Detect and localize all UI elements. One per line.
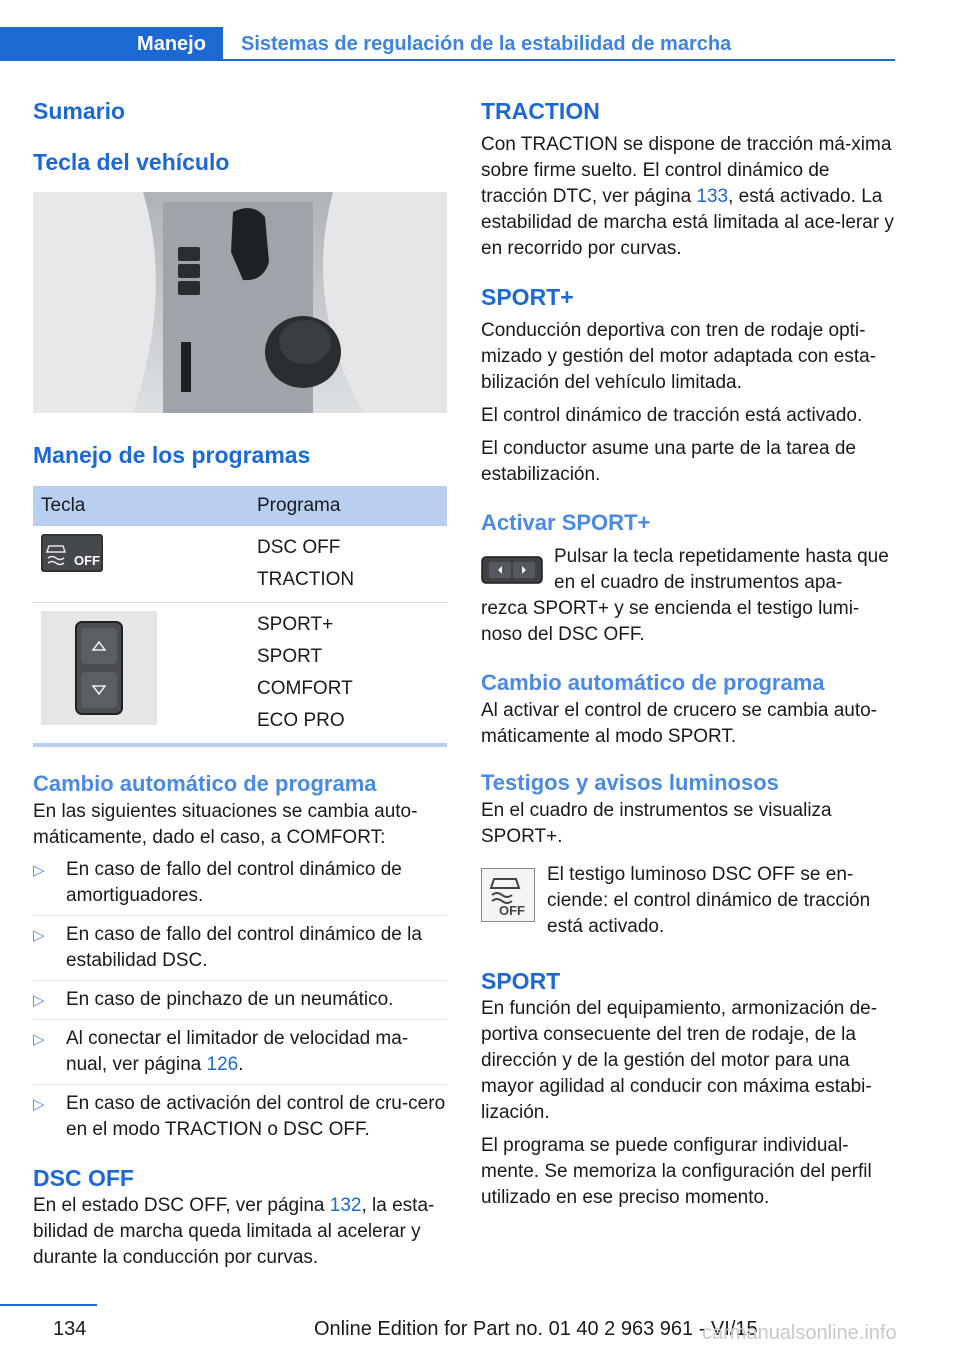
cambio-automatico-text: En las siguientes situaciones se cambia auto‐máticamente, dado el caso, a COMFORT: bbox=[33, 801, 418, 848]
table-header-programa: Programa bbox=[249, 486, 447, 526]
triangle-bullet-icon: ▷ bbox=[33, 1031, 45, 1048]
triangle-bullet-icon: ▷ bbox=[33, 862, 45, 879]
cambio-automatico-text-right: Al activar el control de crucero se cambia auto‐máticamente al modo SPORT. bbox=[481, 700, 878, 747]
list-item-text: En caso de activación del control de cru‐cero en el modo TRACTION o DSC OFF. bbox=[66, 1093, 446, 1140]
program-eco-pro: ECO PRO bbox=[257, 710, 345, 731]
list-item bbox=[33, 922, 447, 981]
dsc-off-heading: DSC OFF bbox=[33, 1165, 134, 1191]
page-link-126[interactable]: 126 bbox=[206, 1054, 239, 1075]
page-number: 134 bbox=[53, 1318, 87, 1340]
dsc-off-key-label: OFF bbox=[74, 553, 100, 568]
activar-text-rest: rezca SPORT+ y se encienda el testigo lumi‐noso del DSC OFF. bbox=[481, 598, 860, 645]
conditions-list bbox=[33, 857, 447, 1149]
table-row bbox=[33, 526, 447, 603]
dsc-off-button-image bbox=[41, 534, 103, 572]
table-cell-key bbox=[33, 603, 249, 744]
sport-text-1: En función del equipamiento, armonización de‐portiva consecuente del tren de rodaje, de la dirección y de la gestión del motor para una mayor agilidad al conducir con máxima estabi‐lización. bbox=[481, 998, 878, 1123]
program-dsc-off: DSC OFF bbox=[257, 537, 341, 558]
sport-heading: SPORT bbox=[481, 968, 561, 994]
right-column bbox=[481, 96, 895, 1211]
table-cell-programs bbox=[249, 526, 447, 603]
list-item-text: En caso de fallo del control dinámico de la estabilidad DSC. bbox=[66, 924, 422, 971]
testigos-text: En el cuadro de instrumentos se visualiza SPORT+. bbox=[481, 800, 832, 847]
rocker-switch-image bbox=[41, 611, 157, 725]
left-column bbox=[33, 96, 447, 1271]
traction-text-start: Con TRACTION se dispone de tracción má‐xima sobre firme suelto. El control dinámico de tracción DTC, ver página bbox=[481, 134, 892, 207]
dsc-off-text bbox=[33, 1193, 447, 1271]
list-item bbox=[33, 987, 447, 1020]
list-item bbox=[33, 857, 447, 916]
table-cell-programs bbox=[249, 603, 447, 744]
sport-plus-text-2: El control dinámico de tracción está activado. bbox=[481, 405, 863, 426]
table-header-row bbox=[33, 486, 447, 526]
activar-block bbox=[481, 544, 895, 648]
tecla-heading: Tecla del vehículo bbox=[33, 149, 230, 175]
table-row bbox=[33, 603, 447, 744]
traction-text bbox=[481, 132, 895, 262]
rocker-key-inline-image bbox=[481, 556, 543, 584]
header-chapter-title: Sistemas de regulación de la estabilidad de marcha bbox=[241, 33, 732, 55]
edition-note: Online Edition for Part no. 01 40 2 963 961 - VI/15 bbox=[314, 1318, 758, 1340]
header-section-tab: Manejo bbox=[120, 27, 223, 61]
testigos-heading: Testigos y avisos luminosos bbox=[481, 770, 779, 795]
activar-sport-plus-heading: Activar SPORT+ bbox=[481, 510, 651, 535]
header-rule bbox=[223, 59, 895, 61]
center-console-photo bbox=[33, 192, 447, 413]
sport-plus-heading: SPORT+ bbox=[481, 284, 574, 310]
triangle-bullet-icon: ▷ bbox=[33, 992, 45, 1009]
rocker-key-inline-icon bbox=[481, 556, 543, 584]
traction-text-end: , está activado. La estabilidad de marcha está limitada al ace‐lerar y en recorrido por curvas. bbox=[481, 186, 894, 259]
sport-text-2: El programa se puede configurar individual‐mente. Se memoriza la configuración del perfil utilizado en ese preciso momento. bbox=[481, 1135, 872, 1208]
program-sport-plus: SPORT+ bbox=[257, 614, 334, 635]
watermark: carmanualsonline.info bbox=[702, 1322, 897, 1344]
console-illustration bbox=[33, 192, 447, 413]
list-item bbox=[33, 1091, 447, 1149]
table-cell-key bbox=[33, 526, 249, 603]
page-link-132[interactable]: 132 bbox=[329, 1195, 362, 1216]
testigo-note: El testigo luminoso DSC OFF se en‐ciende: el control dinámico de tracción está activado. bbox=[547, 864, 871, 937]
sport-plus-text-3: El conductor asume una parte de la tarea de estabilización. bbox=[481, 438, 856, 485]
header-bar bbox=[0, 27, 120, 61]
page-link-133[interactable]: 133 bbox=[696, 186, 729, 207]
triangle-bullet-icon: ▷ bbox=[33, 927, 45, 944]
cambio-automatico-heading: Cambio automático de programa bbox=[33, 771, 377, 796]
manejo-programas-heading: Manejo de los programas bbox=[33, 442, 311, 468]
dsc-off-text-start: En el estado DSC OFF, ver página bbox=[33, 1195, 330, 1216]
program-sport: SPORT bbox=[257, 646, 323, 667]
list-item-text-end: . bbox=[238, 1054, 244, 1075]
triangle-bullet-icon: ▷ bbox=[33, 1096, 45, 1113]
list-item-text: En caso de pinchazo de un neumático. bbox=[66, 989, 394, 1010]
rocker-switch-icon bbox=[74, 620, 124, 716]
list-item-text: Al conectar el limitador de velocidad ma‐nual, ver página bbox=[66, 1028, 409, 1075]
programs-table bbox=[33, 486, 447, 743]
traction-heading: TRACTION bbox=[481, 98, 600, 124]
program-comfort: COMFORT bbox=[257, 678, 353, 699]
cambio-automatico-heading-right: Cambio automático de programa bbox=[481, 670, 825, 695]
dsc-off-indicator-image bbox=[481, 868, 535, 922]
list-item bbox=[33, 1026, 447, 1085]
indicator-off-label: OFF bbox=[499, 903, 525, 918]
list-item-text: En caso de fallo del control dinámico de amortiguadores. bbox=[66, 859, 402, 906]
dsc-off-text-end: , la esta‐bilidad de marcha queda limitada al acelerar y durante la conducción por curvas. bbox=[33, 1195, 435, 1268]
table-end-rule bbox=[33, 743, 447, 747]
program-traction: TRACTION bbox=[257, 569, 355, 590]
sumario-heading: Sumario bbox=[33, 98, 126, 124]
activar-text-inline: Pulsar la tecla repetidamente hasta que en el cuadro de instrumentos apa‐ bbox=[554, 546, 889, 593]
footer-rule bbox=[0, 1304, 97, 1306]
table-header-tecla: Tecla bbox=[33, 486, 249, 526]
sport-plus-text-1: Conducción deportiva con tren de rodaje opti‐mizado y gestión del motor adaptada con esta‐bilización del vehículo limitada. bbox=[481, 320, 877, 393]
testigo-block bbox=[481, 862, 895, 944]
